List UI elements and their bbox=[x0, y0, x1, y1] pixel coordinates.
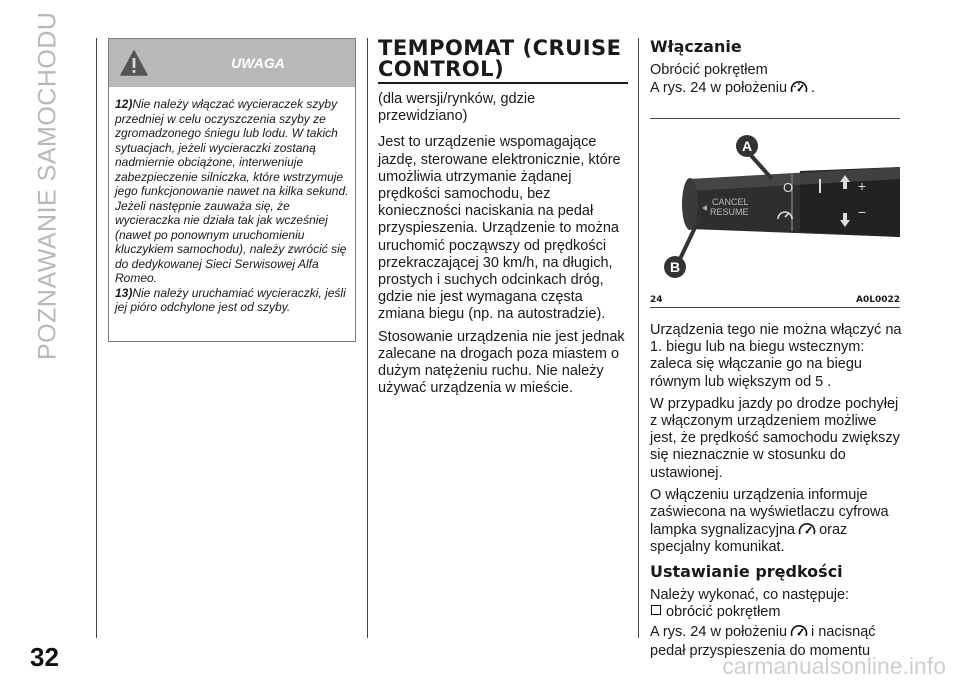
text-fragment: O włączeniu urządzenia informuje zaświecona na wyświetlaczu cyfrowa lampka sygnalizacyjna bbox=[650, 486, 889, 539]
bullet-square-icon bbox=[651, 605, 661, 615]
warning-header bbox=[109, 39, 355, 87]
text-fragment: . bbox=[811, 80, 816, 97]
warning-title: UWAGA bbox=[231, 55, 285, 71]
cruise-control-icon bbox=[797, 521, 817, 537]
right-line-a bbox=[650, 623, 902, 641]
cruise-control-heading: TEMPOMAT (CRUISE CONTROL) bbox=[378, 38, 628, 84]
note-text: Nie należy włączać wycieraczek szyby przedniej w celu oczyszczenia szyby ze zgromadzonego śniegu lub lodu. W takich sytuacjach, jeżeli wycieraczki zostaną nadmiernie obciążone, interweniuje zabezpieczenie silniczka, które wstrzymuje jego funkcjonowanie nawet na kilka sekund. Jeżeli następnie zauważa się, że wycieraczka nie działa tak jak wcześniej (nawet po ponownym uruchomieniu kluczykiem samochodu), należy zwrócić się do dedykowanej Sieci Serwisowej Alfa Romeo. bbox=[115, 97, 349, 285]
watermark: carmanualsonline.info bbox=[722, 653, 946, 679]
speed-setting-heading: Ustawianie prędkości bbox=[650, 561, 843, 581]
text-fragment: A rys. 24 w położeniu bbox=[650, 624, 788, 641]
right-paragraph-4: Należy wykonać, co następuje: bbox=[650, 586, 850, 603]
note-number: 12) bbox=[115, 97, 133, 111]
divider-left bbox=[96, 38, 97, 638]
cruise-control-icon bbox=[789, 79, 809, 95]
minus-label: − bbox=[857, 204, 867, 220]
right-paragraph-2: W przypadku jazdy po drodze pochyłej z włączonym urządzeniem możliwe jest, że prędkość samochodu zwiększy się nieznacznie w stosunku do ustawionej. bbox=[650, 395, 900, 481]
switching-on-line-1: Obrócić pokrętłem bbox=[650, 62, 768, 78]
plus-label: + bbox=[857, 178, 867, 194]
right-column-text bbox=[650, 322, 902, 665]
warning-box bbox=[108, 38, 356, 342]
figure-caption bbox=[650, 291, 900, 307]
figure-24 bbox=[650, 118, 900, 309]
stalk-illustration bbox=[650, 119, 900, 289]
figure-code: A0L0022 bbox=[855, 295, 900, 305]
note-text: Nie należy uruchamiać wycieraczki, jeśli jej pióro odchylone jest od szyby. bbox=[115, 285, 346, 314]
text-fragment: obrócić pokrętłem bbox=[666, 603, 781, 620]
warning-note-13 bbox=[115, 286, 349, 315]
divider-right bbox=[638, 38, 639, 638]
cruise-paragraph-2: Stosowanie urządzenia nie jest jednak zalecane na drogach poza miastem o dużym natężeniu ruchu. Nie należy używać urządzenia w mieście. bbox=[378, 328, 625, 397]
note-number: 13) bbox=[115, 285, 133, 300]
switching-on-section bbox=[650, 38, 900, 97]
switching-on-line-2 bbox=[650, 79, 900, 97]
figure-bottom-rule bbox=[650, 307, 900, 308]
warning-note-12 bbox=[115, 97, 349, 286]
section-side-title: POZNAWANIE SAMOCHODU bbox=[33, 11, 62, 360]
figure-number: 24 bbox=[650, 295, 663, 305]
text-fragment: i nacisnąć bbox=[811, 624, 876, 641]
divider-mid bbox=[367, 38, 368, 638]
right-paragraph-3 bbox=[650, 487, 902, 557]
cruise-control-column bbox=[378, 38, 628, 397]
page-number: 32 bbox=[30, 642, 59, 672]
symbol-o: O bbox=[782, 180, 794, 195]
resume-label: RESUME bbox=[710, 207, 749, 217]
cruise-paragraph-1: Jest to urządzenie wspomagające jazdę, sterowane elektronicznie, które umożliwia utrzymanie żądanej prędkości samochodu, bez konieczności naciskania na pedał przyspieszenia. Urządzenie to można uruchomić począwszy od prędkości przekraczającej 30 km/h, na długich, prostych i suchych odcinkach dróg, gdzie nie jest wymagana częsta zmiana biegu (np. na autostradzie). bbox=[378, 134, 621, 323]
switching-on-heading: Włączanie bbox=[650, 37, 742, 56]
right-last-line: pedał przyspieszenia do momentu bbox=[650, 643, 871, 660]
cruise-control-icon bbox=[789, 623, 809, 639]
figure-label-a: A bbox=[741, 138, 753, 154]
cancel-label: CANCEL bbox=[712, 197, 749, 207]
figure-label-b: B bbox=[669, 259, 681, 275]
warning-body bbox=[109, 87, 355, 315]
cruise-control-subtitle: (dla wersji/rynków, gdzie przewidziano) bbox=[378, 91, 536, 125]
bullet-item-1 bbox=[650, 604, 902, 621]
text-fragment: A rys. 24 w położeniu bbox=[650, 80, 788, 97]
text-fragment: oraz specjalny komunikat. bbox=[650, 522, 848, 556]
right-paragraph-1: Urządzenia tego nie można włączyć na 1. biegu lub na biegu wstecznym: zaleca się włączanie go na biegu równym lub większym od 5 . bbox=[650, 322, 902, 390]
